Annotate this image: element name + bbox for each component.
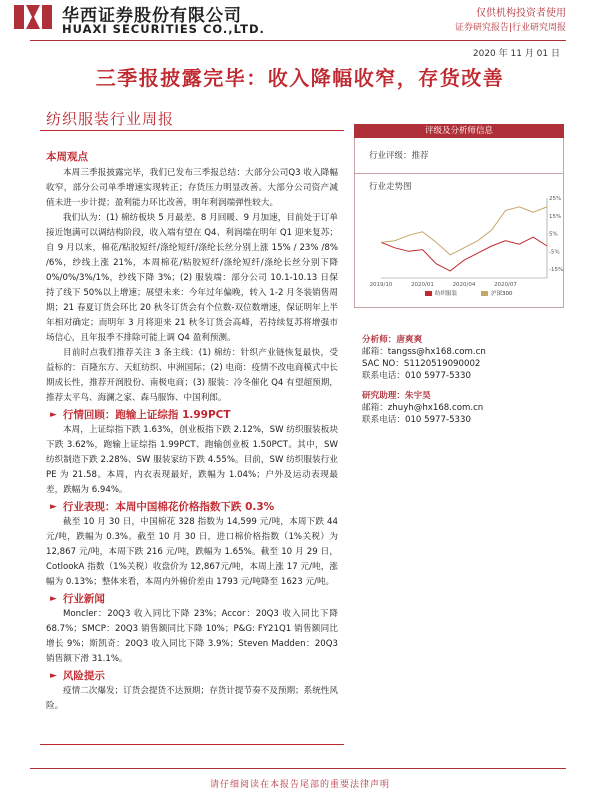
x-tick-label: 2020/01 [411, 282, 434, 288]
section-industry-news-title: 行业新闻 [62, 593, 105, 605]
rating-panel-header: 评级及分析师信息 [354, 124, 564, 138]
y-tick-label: 5% [549, 231, 558, 238]
x-tick-label: 2020/07 [494, 282, 517, 288]
y-tick-label: -15% [549, 267, 563, 274]
series-line-textile [381, 237, 547, 271]
huaxi-logo-icon [10, 2, 56, 32]
section-industry-performance-text: 截至 10 月 30 日，中国棉花 328 指数为 14,599 元/吨，本周下跌 44 元/吨，跌幅为 0.3%。截至 10 月 30 日，进口棉价格指数（1%关税）为 12,867 元/吨，本周下跌 216 元/吨，跌幅为 1.65%。截至 10 月 29 日，CotlookA 指数（1%关税）收盘价为 12,867元/吨，本周上涨 17 元/吨，涨幅为 0.13%；整体来看，本周内外棉价差由 1793 元/吨降至 1623 元/吨。 [46, 517, 338, 587]
body-bottom-divider [40, 744, 344, 745]
email-label: 邮箱： [362, 347, 388, 357]
analyst-2-email[interactable]: zhuyh@hx168.com.cn [387, 403, 484, 413]
y-tick-label: 15% [549, 213, 562, 220]
subtitle-divider [40, 130, 344, 131]
section-industry-performance-title: 行业表现：本周中国棉花价格指数下跌 0.3% [62, 501, 275, 513]
brand-name-cn: 华西证券股份有限公司 [62, 6, 242, 26]
viewpoint-paragraph-1: 本周三季报披露完毕，我们已发布三季报总结：大部分公司Q3 收入降幅收窄，部分公司单季增速实现转正；存货压力明显改善。大部分公司资产减值未进一步计提；盈利能力环比改善，明年利润端弹性较大。 [46, 168, 338, 208]
rating-panel [354, 124, 564, 308]
section-market-review-text: 本周，上证综指下跌 1.63%，创业板指下跌 2.12%，SW 纺织服装板块下跌 3.62%，跑输上证综指 1.99PCT、跑输创业板 1.50PCT。其中，SW 纺织制造下跌 2.28%、SW 服装家纺下跌 4.55%。目前，SW 纺织服装行业 PE 为 21.58。本周，内衣表现最好，跌幅为 1.04%；户外及运动表现最差，跌幅为 6.94%。 [46, 425, 338, 495]
report-body [46, 150, 338, 714]
phone-label: 联系电话： [362, 371, 405, 381]
header-divider [30, 40, 566, 41]
analyst-2-phone-row [362, 414, 562, 426]
analyst-1-email-row [362, 346, 562, 358]
section-risk-title: 风险提示 [62, 670, 105, 682]
section-industry-news-heading [50, 592, 338, 607]
y-tick-label: 25% [549, 196, 562, 202]
section-risk-text: 疫情二次爆发；订货会提货不达预期；存货计提节奏不及预期；系统性风险。 [46, 686, 339, 711]
analyst-1-phone-row [362, 370, 562, 382]
legend-label: 沪深300 [491, 291, 513, 297]
trend-chart [355, 174, 563, 308]
section-industry-news-text: Moncler：20Q3 收入同比下降 23%；Accor：20Q3 收入同比下降 68.7%；SMCP：20Q3 销售额同比下降 10%；P&G: FY21Q1 销售额同比增长 9%；斯凯奇：20Q3 收入同比下降 3.9%；Steven Madden：20Q3 销售额下滑 31.1%。 [46, 609, 338, 664]
y-tick-label: -5% [549, 249, 560, 256]
report-subtitle: 纺织服装行业周报 [46, 110, 175, 128]
legend-swatch [481, 291, 488, 296]
legend-label: 纺织服装 [435, 291, 458, 297]
analyst-2-name: 研究助理：朱宇昊 [362, 391, 431, 401]
phone-label: 联系电话： [362, 415, 405, 425]
report-title: 三季报披露完毕：收入降幅收窄，存货改善 [95, 66, 505, 90]
analyst-1-sac: SAC NO：S1120519090002 [362, 359, 481, 369]
x-tick-label: 2020/04 [452, 282, 476, 288]
footer-divider [30, 768, 566, 769]
report-date: 2020 年 11 月 01 日 [472, 49, 560, 59]
analyst-2-email-row [362, 402, 562, 414]
brand-name-en: HUAXI SECURITIES CO.,LTD. [62, 22, 265, 36]
email-label: 邮箱： [362, 403, 388, 413]
analyst-1-phone: 010 5977-5330 [404, 371, 471, 381]
section-risk-heading [50, 669, 338, 684]
triangle-bullet-icon: ► [50, 410, 57, 420]
viewpoint-paragraph-3: 目前时点我们推荐关注 3 条主线：(1) 棉纺：针织产业链恢复最快，受益标的：百隆东方、天虹纺织、申洲国际；(2) 电商：疫情不改电商模式中长期成长性，推荐开润股份、南极电商；(3) 服装：冷冬催化 Q4 有望超预期，推荐太平鸟、海澜之家、森马服饰、中国利郎。 [46, 348, 338, 403]
analyst-1-email[interactable]: tangss@hx168.com.cn [387, 347, 486, 357]
section-industry-performance-heading [50, 500, 338, 515]
viewpoint-paragraph-2: 我们认为：(1) 棉纺板块 5 月最差、8 月回暖、9 月加速，目前处于订单接近饱满可以调结构阶段，收入端有望在 Q4、利润端在明年 Q1 迎来复苏；自 9 月以来，棉花/粘胶短纤/涤纶短纤/涤纶长丝分别上涨 15% / 23% /8% /6%，纱线上涨 21%，本周棉花/粘胶短纤/涤纶短纤/涤纶长丝分别下降 0%/0%/3%/1%，纱线下降 3%；(2) 服装端：部分公司 10.1-10.13 日保持了线下 50%以上增速；展望未来：今年过年偏晚，转入 1-2 月冬装销售周期；21 春夏订货会环比 20 秋冬订货会有个位数-双位数增速，保证明年上半年相对确定；而明年 3 月将迎来 21 秋冬订货会高峰，若持续复苏将增强市场信心，且年报季不排除可能上调 Q4 盈利预测。 [46, 213, 338, 343]
section-market-review-heading [50, 408, 338, 423]
legal-disclaimer-note: 请仔细阅读在本报告尾部的重要法律声明 [209, 780, 390, 790]
series-line-hs300 [381, 207, 547, 255]
analyst-2-phone: 010 5977-5330 [404, 415, 471, 425]
triangle-bullet-icon: ► [50, 502, 57, 512]
section-market-review-title: 行情回顾：跑输上证综指 1.99PCT [62, 409, 231, 421]
viewpoint-heading: 本周观点 [46, 151, 88, 163]
trend-chart-panel [354, 174, 564, 308]
triangle-bullet-icon: ► [50, 671, 57, 681]
usage-note: 仅供机构投资者使用 [476, 8, 566, 19]
trend-chart-title: 行业走势图 [369, 182, 412, 192]
analyst-info [362, 334, 562, 426]
triangle-bullet-icon: ► [50, 594, 57, 604]
legend-swatch [425, 291, 432, 296]
report-type-tags: 证券研究报告|行业研究周报 [454, 23, 566, 33]
x-tick-label: 2019/10 [369, 282, 393, 288]
analyst-1-name: 分析师：唐爽爽 [362, 335, 423, 345]
industry-rating: 行业评级：推荐 [354, 138, 564, 174]
